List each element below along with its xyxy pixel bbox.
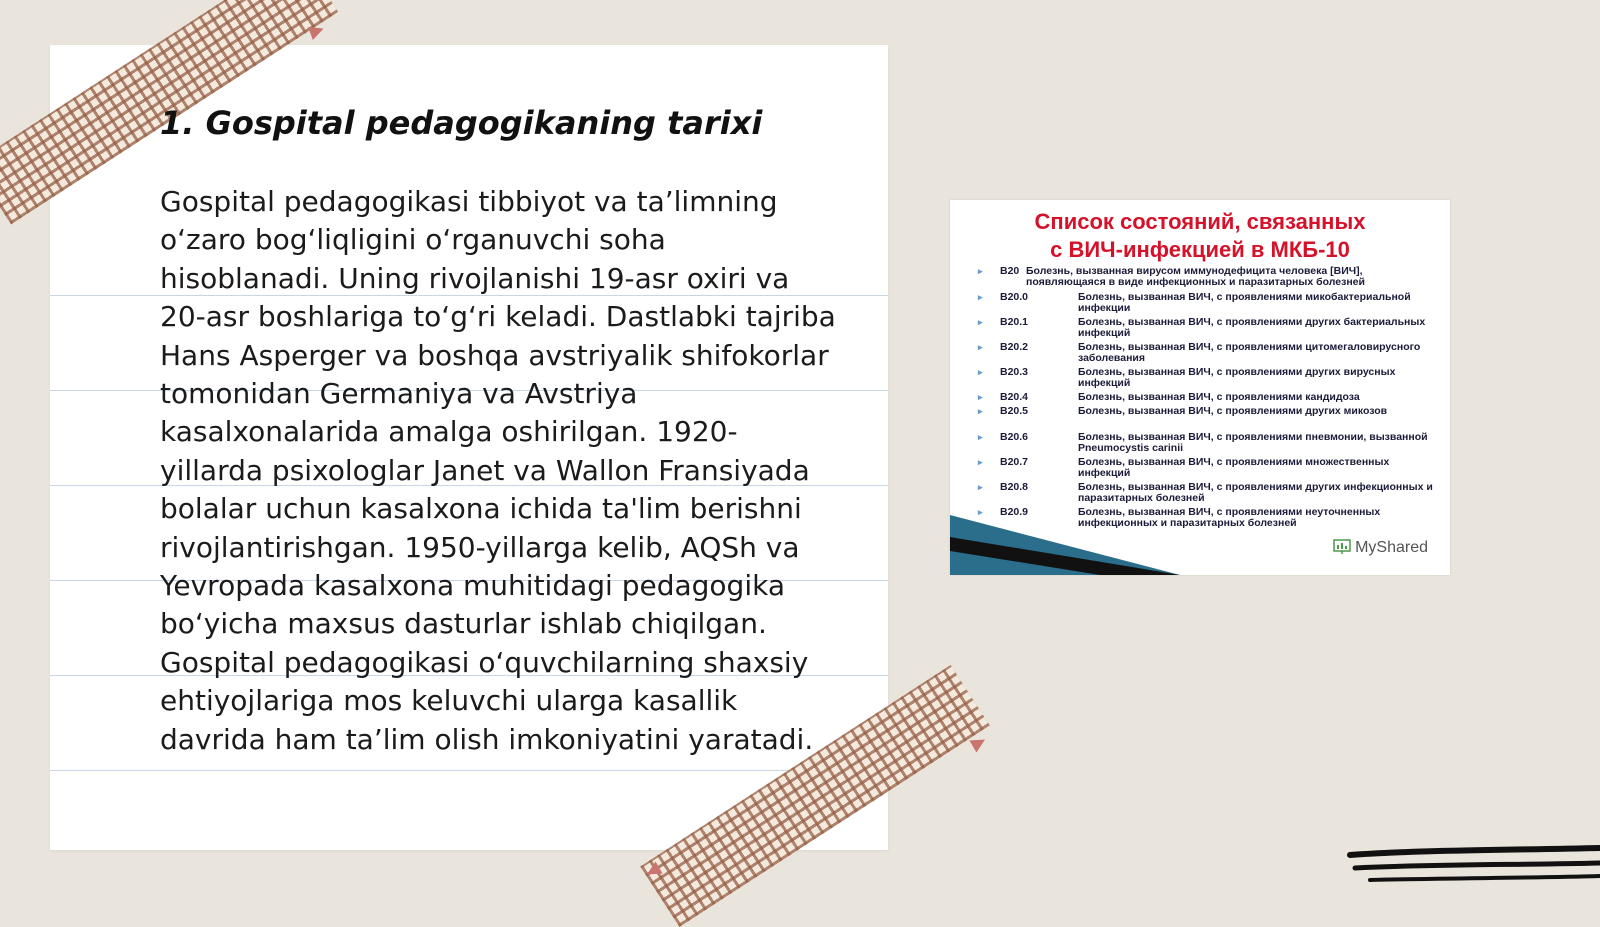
row-code: B20.7	[1000, 456, 1029, 468]
row-code: B20.3	[1000, 366, 1029, 378]
row-desc: Болезнь, вызванная ВИЧ, с проявлениями кандидоза	[1078, 391, 1360, 403]
row-desc: Болезнь, вызванная вирусом иммунодефицита человека [ВИЧ], появляющаяся в виде инфекционных и паразитарных болезней	[1026, 265, 1365, 288]
bullet-icon: ▸	[978, 367, 983, 377]
row-code: B20.1	[1000, 316, 1029, 328]
embedded-slide-image	[950, 200, 1450, 575]
watermark-text: MyShared	[1355, 539, 1428, 556]
row-desc: Болезнь, вызванная ВИЧ, с проявлениями пневмонии, вызванной Pneumocystis carinii	[1078, 431, 1428, 454]
row-code: B20.6	[1000, 431, 1029, 443]
bullet-icon: ▸	[978, 266, 983, 276]
row-code: B20.4	[1000, 391, 1029, 403]
section-heading: 1. Gospital pedagogikaning tarixi	[160, 104, 763, 142]
slide-title-line-2: с ВИЧ-инфекцией в МКБ-10	[1050, 237, 1350, 262]
bullet-icon: ▸	[978, 392, 983, 402]
row-desc: Болезнь, вызванная ВИЧ, с проявлениями других бактериальных инфекций	[1078, 316, 1426, 339]
bullet-icon: ▸	[978, 317, 983, 327]
bullet-icon: ▸	[978, 292, 983, 302]
row-code: B20.9	[1000, 506, 1029, 518]
myshared-watermark	[1333, 539, 1428, 557]
row-code: B20.2	[1000, 341, 1029, 353]
slide-accent-wave	[950, 515, 1180, 575]
slide-title-line-1: Список состояний, связанных	[1034, 209, 1366, 234]
row-code: B20.8	[1000, 481, 1029, 493]
row-desc: Болезнь, вызванная ВИЧ, с проявлениями цитомегаловирусного заболевания	[1078, 341, 1421, 364]
row-code: B20.0	[1000, 291, 1029, 303]
bullet-icon: ▸	[978, 406, 983, 416]
slide-title	[950, 208, 1450, 264]
bullet-icon: ▸	[978, 507, 983, 517]
row-code: B20.5	[1000, 405, 1029, 417]
bullet-icon: ▸	[978, 482, 983, 492]
row-desc: Болезнь, вызванная ВИЧ, с проявлениями множественных инфекций	[1078, 456, 1390, 479]
brush-stroke-decoration	[1345, 840, 1600, 890]
row-desc: Болезнь, вызванная ВИЧ, с проявлениями микобактериальной инфекции	[1078, 291, 1411, 314]
body-paragraph: Gospital pedagogikasi tibbiyot va ta’limning o‘zaro bog‘liqligini o‘rganuvchi soha hisoblanadi. Uning rivojlanishi 19-asr oxiri va 20-asr boshlariga to‘g‘ri keladi. Dastlabki tajriba Hans Asperger va boshqa avstriyalik shifokorlar tomonidan Germaniya va Avstriya kasalxonalarida amalga oshirilgan. 1920-yillarda psixologlar Janet va Wallon Fransiyada bolalar uchun kasalxona ichida ta'lim berishni rivojlantirishgan. 1950-yillarga kelib, AQSh va Yevropada kasalxona muhitidagi pedagogika bo‘yicha maxsus dasturlar ishlab chiqilgan. Gospital pedagogikasi o‘quvchilarning shaxsiy ehtiyojlariga mos keluvchi ularga kasallik davrida ham ta’lim olish imkoniyatini yaratadi.	[160, 185, 836, 756]
bullet-icon: ▸	[978, 432, 983, 442]
row-desc: Болезнь, вызванная ВИЧ, с проявлениями других инфекционных и паразитарных болезней	[1078, 481, 1433, 504]
row-code: B20	[1000, 265, 1020, 277]
tape-flag	[308, 22, 326, 40]
chart-icon	[1333, 539, 1351, 555]
ruled-line	[50, 770, 888, 771]
bullet-icon: ▸	[978, 342, 983, 352]
row-desc: Болезнь, вызванная ВИЧ, с проявлениями неуточненных инфекционных и паразитарных болезней	[1078, 506, 1381, 529]
bullet-icon: ▸	[978, 457, 983, 467]
row-desc: Болезнь, вызванная ВИЧ, с проявлениями других микозов	[1078, 405, 1388, 417]
row-desc: Болезнь, вызванная ВИЧ, с проявлениями других вирусных инфекций	[1078, 366, 1396, 389]
